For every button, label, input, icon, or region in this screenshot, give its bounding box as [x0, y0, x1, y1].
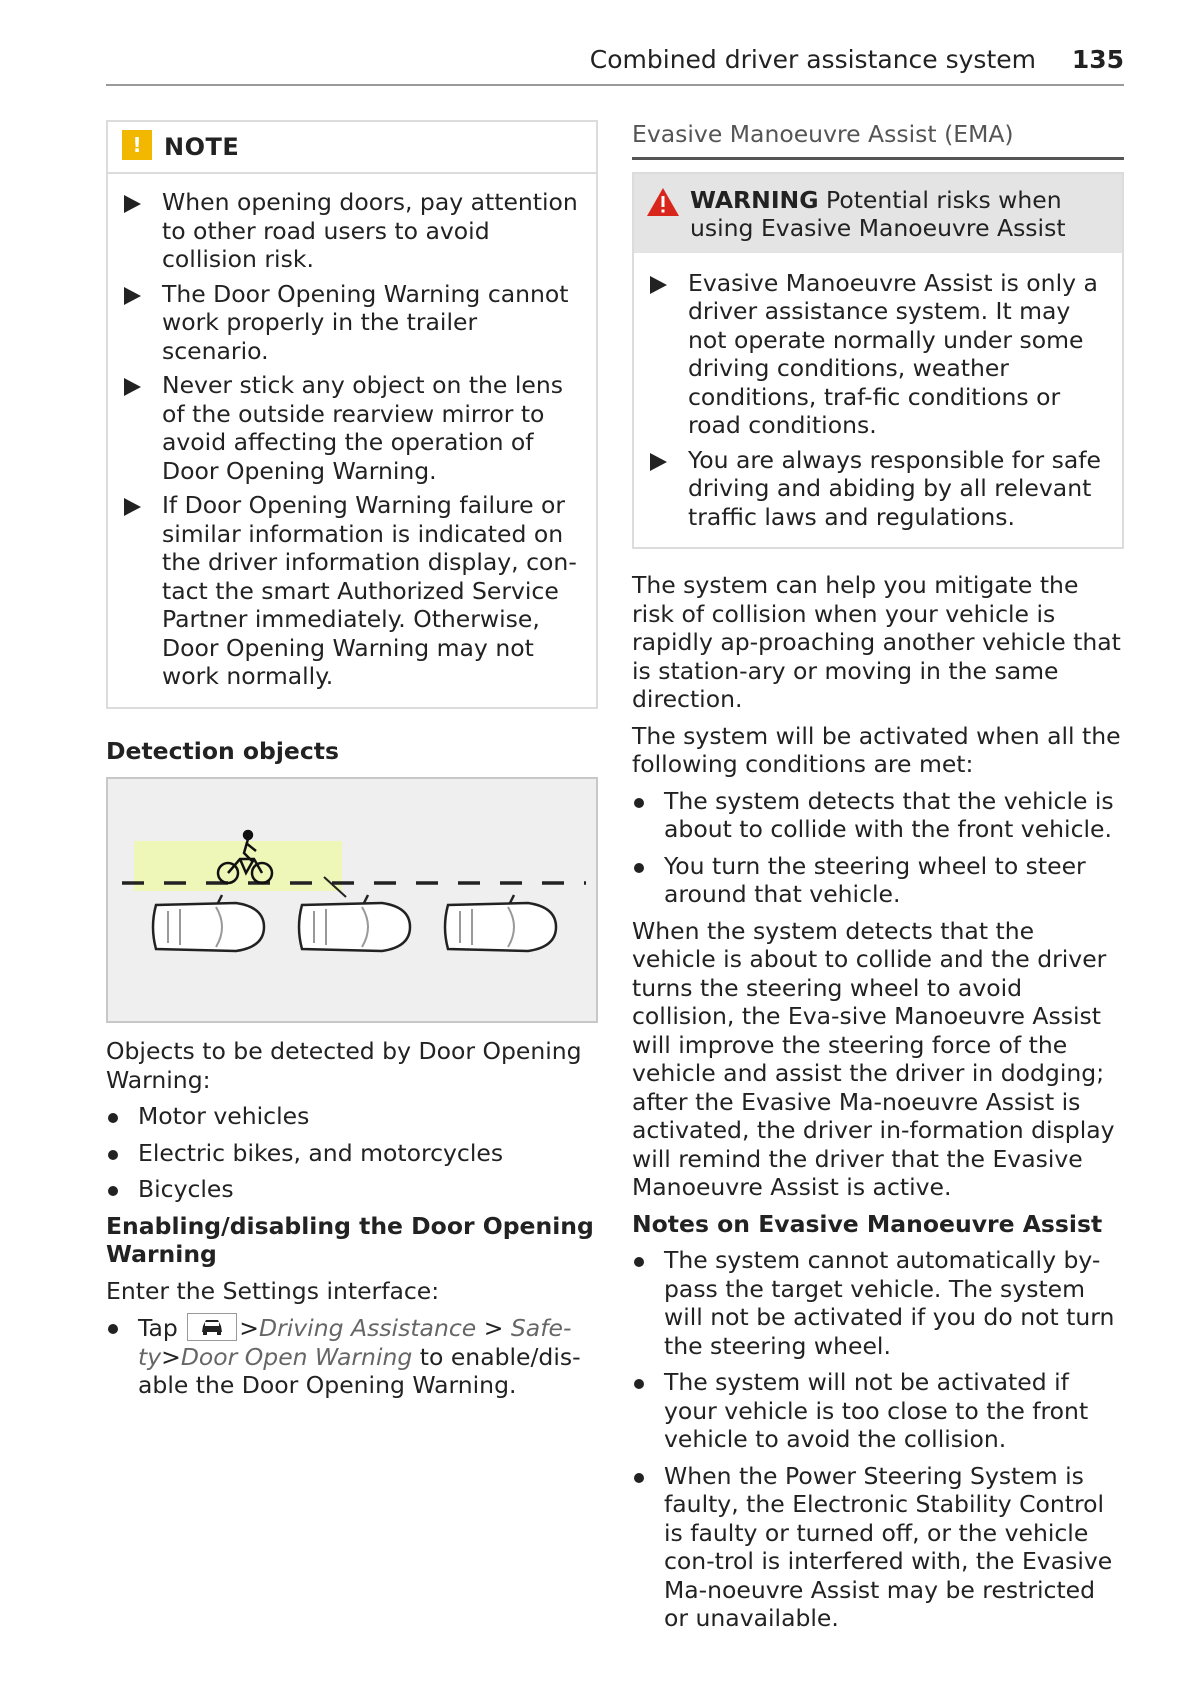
- note-list: [124, 188, 580, 691]
- warning-list: [650, 269, 1108, 532]
- detection-illustration: [106, 777, 598, 1023]
- note-item: When opening doors, pay attention to other road users to avoid collision risk.: [124, 188, 580, 274]
- condition-item: You turn the steering wheel to steer around that vehicle.: [632, 852, 1124, 909]
- note-box: [106, 120, 598, 709]
- condition-item: The system detects that the vehicle is about to collide with the front vehicle.: [632, 787, 1124, 844]
- warning-title: Potential risks when using Evasive Manoeuvre Assist: [690, 185, 1066, 242]
- note-item: Never stick any object on the lens of the outside rearview mirror to avoid affecting the operation of Door Opening Warning.: [124, 371, 580, 485]
- warning-label: WARNING: [690, 185, 819, 214]
- chevron-right-icon: >: [483, 1314, 504, 1342]
- car-icon: [200, 1318, 224, 1336]
- menu-driving-assistance[interactable]: Driving Assistance: [258, 1314, 477, 1342]
- right-column: [632, 120, 1124, 1641]
- note-body: [108, 174, 596, 707]
- ema-para-3: When the system detects that the vehicle is about to collide and the driver turns the steering wheel to avoid collision, the Eva-sive Manoeuvre Assist will improve the steering force of the vehicle and assist the driver in dodging; after the Evasive Ma-noeuvre Assist is activated, the driver in-formation display will remind the driver that the Evasive Manoeuvre Assist is active.: [632, 916, 1115, 1201]
- note-title: NOTE: [164, 133, 240, 161]
- enabling-list: [106, 1313, 598, 1400]
- page-number: 135: [1071, 45, 1124, 74]
- tap-label: Tap: [138, 1314, 178, 1342]
- ema-note-item: When the Power Steering System is faulty, the Electronic Stability Control is faulty or turned off, or the vehicle con-trol is interfered with, the Evasive Ma-noeuvre Assist may be restricted or unavailable.: [632, 1462, 1124, 1633]
- left-column: [106, 120, 598, 1408]
- car-icon: [299, 895, 410, 951]
- car-icon: [445, 895, 556, 951]
- warning-box: [632, 172, 1124, 550]
- detection-intro: Objects to be detected by Door Opening Warning:: [106, 1037, 582, 1094]
- detection-diagram: [108, 779, 596, 1021]
- detection-item: Electric bikes, and motorcycles: [106, 1139, 598, 1168]
- ema-notes-heading: Notes on Evasive Manoeuvre Assist: [632, 1209, 1103, 1238]
- enabling-tail: to enable/dis-able the Door Opening Warning.: [138, 1342, 581, 1399]
- warning-item: Evasive Manoeuvre Assist is only a driver assistance system. It may not operate normally under some driving conditions, weather conditions, traf-fic conditions or road conditions.: [650, 269, 1108, 440]
- vehicle-settings-button[interactable]: [187, 1313, 237, 1341]
- ema-note-item: The system cannot automatically by-pass the target vehicle. The system will not be activated if you do not turn the steering wheel.: [632, 1246, 1124, 1360]
- ema-heading: Evasive Manoeuvre Assist (EMA): [632, 120, 1124, 160]
- car-icon: [153, 895, 264, 951]
- chevron-right-icon: >: [239, 1314, 259, 1342]
- note-header: [108, 122, 596, 174]
- note-item: The Door Opening Warning cannot work properly in the trailer scenario.: [124, 280, 580, 366]
- detection-item: Motor vehicles: [106, 1102, 598, 1131]
- detection-item: Bicycles: [106, 1175, 598, 1204]
- ema-conditions-list: [632, 787, 1124, 909]
- enabling-intro: Enter the Settings interface:: [106, 1276, 440, 1305]
- detection-heading: Detection objects: [106, 736, 340, 765]
- warning-triangle-icon: [646, 187, 680, 217]
- ema-para-1: The system can help you mitigate the risk of collision when your vehicle is rapidly ap-proaching another vehicle that is station-ary or moving in the same direction.: [632, 571, 1121, 713]
- ema-note-item: The system will not be activated if your vehicle is too close to the front vehicle to avoid the collision.: [632, 1368, 1124, 1454]
- warning-body: [634, 253, 1122, 548]
- note-item: If Door Opening Warning failure or similar information is indicated on the driver information display, con-tact the smart Authorized Service Partner immediately. Otherwise, Door Opening Warning may not work normally.: [124, 491, 580, 691]
- header-title: Combined driver assistance system: [589, 45, 1036, 74]
- enabling-heading: Enabling/disabling the Door Opening Warning: [106, 1211, 594, 1268]
- ema-notes-list: [632, 1246, 1124, 1633]
- chevron-right-icon: >: [161, 1342, 181, 1371]
- menu-door-open-warning[interactable]: Door Open Warning: [180, 1342, 413, 1371]
- note-exclamation-icon: !: [122, 130, 152, 160]
- enabling-step: [106, 1313, 598, 1400]
- detection-list: [106, 1102, 598, 1204]
- warning-header: [634, 174, 1122, 253]
- page-header: [106, 44, 1124, 86]
- warning-item: You are always responsible for safe driving and abiding by all relevant traffic laws and regulations.: [650, 446, 1108, 532]
- menu-safety[interactable]: Safe-ty: [138, 1314, 572, 1371]
- ema-para-2: The system will be activated when all the following conditions are met:: [632, 721, 1121, 778]
